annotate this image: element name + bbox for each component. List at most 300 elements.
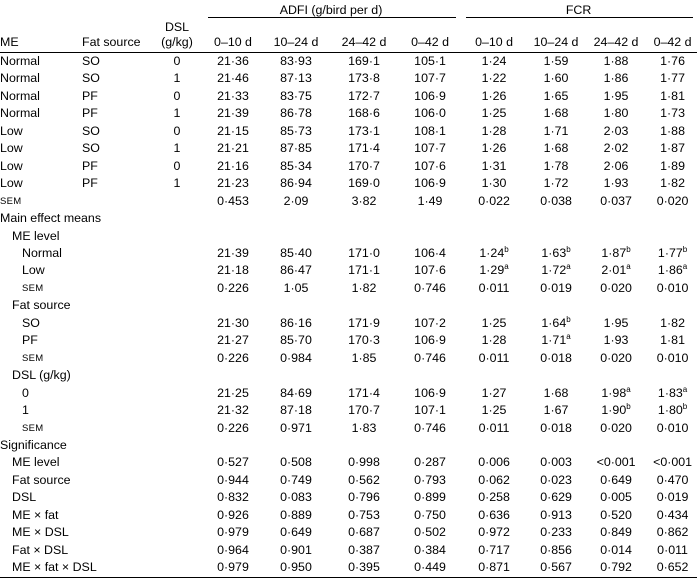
adfi-value: 0·287 [414, 455, 446, 470]
adfi-value: 21·33 [217, 88, 249, 103]
fcr-value [460, 402, 528, 419]
fcr-number: 1·28 [481, 333, 507, 348]
fcr-number: <0·001 [653, 455, 693, 470]
fcr-number: <0·001 [596, 455, 636, 470]
adfi-value: 1·49 [417, 193, 443, 208]
fcr-number: 0·018 [540, 420, 572, 435]
effect-label: Fat source [12, 472, 71, 487]
fcr-value [584, 123, 648, 140]
fcr-value [648, 332, 697, 349]
adfi-period-header: 24–42 d [328, 20, 400, 53]
fcr-value [584, 53, 648, 71]
adfi-value: 21·16 [217, 158, 249, 173]
subgroup-heading-row [0, 297, 697, 314]
fcr-value [460, 140, 528, 157]
fcr-value [528, 315, 584, 332]
adfi-value: 86·78 [280, 106, 312, 121]
adfi-value: 0·746 [414, 420, 446, 435]
table-row [0, 123, 697, 140]
table-row [0, 53, 697, 71]
adfi-value: 21·30 [217, 315, 249, 330]
fcr-number: 2·01 [601, 263, 627, 278]
fat-source-cell: PF [82, 176, 98, 191]
adfi-value: 0·984 [280, 350, 312, 365]
fcr-number: 1·68 [543, 385, 569, 400]
adfi-value: 21·23 [217, 176, 249, 191]
fcr-number: 2·06 [603, 158, 629, 173]
fcr-value [460, 489, 528, 506]
significance-superscript: a [566, 262, 571, 272]
adfi-value: 0·649 [280, 525, 312, 540]
fcr-number: 1·98 [601, 385, 627, 400]
table-row [0, 524, 697, 541]
fcr-number: 1·67 [543, 403, 569, 418]
fcr-value [528, 245, 584, 262]
fcr-number: 0·011 [478, 280, 510, 295]
table-row [0, 315, 697, 332]
fcr-value [648, 105, 697, 122]
adfi-value: 0·226 [217, 280, 249, 295]
adfi-value: 0·944 [217, 472, 249, 487]
adfi-value: 0·226 [217, 420, 249, 435]
fcr-value [648, 542, 697, 559]
adfi-value: 170·7 [348, 158, 380, 173]
fcr-value [584, 332, 648, 349]
fcr-value [584, 350, 648, 367]
adfi-value: 106·4 [414, 245, 446, 260]
section-heading-row [0, 210, 697, 227]
adfi-value: 0·753 [348, 507, 380, 522]
adfi-value: 3·82 [351, 193, 377, 208]
adfi-value: 86·16 [280, 315, 312, 330]
fcr-value [648, 315, 697, 332]
fcr-value [648, 123, 697, 140]
fcr-value [584, 175, 648, 192]
fcr-value [584, 158, 648, 175]
dsl-header-line2: (g/kg) [161, 35, 193, 49]
fcr-number: 1·86 [603, 71, 629, 86]
significance-superscript: b [626, 402, 631, 412]
fcr-number: 0·023 [540, 472, 572, 487]
adfi-value: 171·0 [348, 245, 380, 260]
fcr-number: 1·30 [481, 176, 507, 191]
fcr-value [584, 88, 648, 105]
adfi-value: 0·971 [280, 420, 312, 435]
significance-superscript: a [566, 332, 571, 342]
adfi-value: 1·05 [283, 280, 309, 295]
fcr-number: 1·22 [481, 71, 507, 86]
fcr-value [584, 454, 648, 471]
adfi-value: 0·793 [414, 472, 446, 487]
fcr-value [528, 559, 584, 577]
fcr-number: 0·010 [656, 420, 689, 435]
fat-source-cell: SO [82, 141, 100, 156]
adfi-value: 1·83 [351, 420, 377, 435]
dsl-cell: 0 [173, 123, 181, 138]
fcr-value [648, 489, 697, 506]
fat-source-cell: SO [82, 54, 100, 68]
fcr-number: 0·011 [478, 350, 510, 365]
adfi-value: 86·47 [280, 263, 312, 278]
table-row [0, 454, 697, 471]
adfi-value: 0·453 [217, 193, 249, 208]
table-row [0, 140, 697, 157]
sem-row [0, 280, 697, 297]
fcr-number: 1·80 [603, 106, 629, 121]
adfi-value: 0·998 [348, 455, 380, 470]
adfi-value: 106·9 [414, 385, 446, 400]
fcr-value [648, 350, 697, 367]
adfi-value: 0·926 [217, 507, 249, 522]
fcr-number: 0·019 [656, 490, 689, 505]
fcr-period-header: 0–10 d [460, 20, 528, 53]
fcr-value [648, 524, 697, 541]
fcr-number: 1·93 [603, 176, 629, 191]
header-column-row [0, 20, 697, 53]
fcr-value [528, 489, 584, 506]
adfi-value: 108·1 [414, 123, 446, 138]
fcr-number: 1·59 [543, 54, 569, 68]
adfi-value: 106·9 [414, 176, 446, 191]
fcr-value [460, 70, 528, 87]
fcr-value [648, 385, 697, 402]
fcr-number: 0·011 [478, 420, 510, 435]
fcr-number: 2·03 [603, 123, 629, 138]
fcr-value [584, 507, 648, 524]
fcr-number: 0·258 [478, 490, 510, 505]
fcr-number: 1·72 [543, 176, 569, 191]
adfi-value: 21·21 [217, 141, 249, 156]
fcr-number: 1·87 [660, 141, 685, 156]
fcr-value [460, 559, 528, 577]
fcr-number: 1·72 [541, 263, 567, 278]
significance-superscript: b [504, 244, 509, 254]
dsl-cell: 0 [173, 54, 181, 68]
level-label: 0 [22, 385, 29, 400]
fcr-value [648, 262, 697, 279]
fcr-number: 1·27 [481, 385, 507, 400]
fcr-value [528, 454, 584, 471]
adfi-value: 85·70 [280, 333, 312, 348]
fcr-number: 0·037 [600, 193, 632, 208]
level-label: 1 [22, 403, 29, 418]
fcr-value [460, 350, 528, 367]
adfi-value: 0·964 [217, 542, 249, 557]
fcr-value [460, 524, 528, 541]
adfi-value: 172·7 [348, 88, 380, 103]
fcr-value [528, 53, 584, 71]
table-row [0, 332, 697, 349]
fcr-number: 1·68 [543, 141, 569, 156]
fcr-number: 1·88 [660, 123, 685, 138]
fcr-number: 0·862 [656, 525, 689, 540]
fcr-value [460, 245, 528, 262]
adfi-value: 107·7 [414, 71, 446, 86]
adfi-group-header: ADFI (g/bird per d) [202, 0, 460, 20]
fcr-value [528, 524, 584, 541]
adfi-value: 0·746 [414, 350, 446, 365]
significance-superscript: a [682, 384, 688, 394]
fcr-value [528, 70, 584, 87]
significance-superscript: b [682, 244, 688, 254]
me-cell: Low [0, 176, 23, 191]
adfi-value: 0·384 [414, 542, 446, 557]
adfi-value: 2·09 [283, 193, 309, 208]
adfi-value: 107·7 [414, 141, 446, 156]
fcr-value [584, 140, 648, 157]
fcr-number: 0·972 [478, 525, 510, 540]
fcr-number: 1·87 [601, 245, 627, 260]
fcr-value [528, 262, 584, 279]
adfi-value: 0·950 [264, 559, 328, 577]
fcr-number: 1·28 [481, 123, 507, 138]
fcr-number: 1·88 [603, 54, 629, 68]
adfi-value: 21·27 [217, 333, 249, 348]
fcr-value [528, 193, 584, 210]
adfi-value: 86·94 [280, 176, 312, 191]
adfi-value: 0·502 [414, 525, 446, 540]
fcr-number: 0·567 [540, 560, 572, 575]
fcr-value [648, 175, 697, 192]
subgroup-heading: DSL (g/kg) [12, 368, 71, 383]
fcr-value [584, 280, 648, 297]
adfi-value: 106·0 [414, 106, 446, 121]
effect-label: ME × DSL [12, 525, 69, 540]
fcr-value [528, 420, 584, 437]
adfi-value: 87·85 [280, 141, 312, 156]
fcr-value [584, 385, 648, 402]
significance-superscript: a [504, 262, 509, 272]
adfi-value: 21·36 [217, 54, 249, 68]
fcr-value [528, 140, 584, 157]
dsl-cell: 0 [173, 158, 181, 173]
subgroup-heading-row [0, 367, 697, 384]
fcr-value [460, 88, 528, 105]
dsl-cell: 1 [173, 176, 181, 191]
adfi-value: 171·1 [348, 263, 380, 278]
dsl-cell: 1 [173, 141, 181, 156]
fcr-number: 0·022 [478, 193, 510, 208]
sem-row [0, 420, 697, 437]
level-label: Low [22, 263, 45, 278]
table-row [0, 542, 697, 559]
adfi-value: 0·901 [280, 542, 312, 557]
fcr-number: 0·038 [540, 193, 572, 208]
fcr-value [528, 280, 584, 297]
fcr-group-header: FCR [460, 0, 697, 20]
significance-superscript: b [626, 244, 631, 254]
adfi-value: 0·387 [348, 542, 380, 557]
me-cell: Low [0, 141, 23, 156]
adfi-value: 0·083 [280, 490, 312, 505]
adfi-value: 0·226 [217, 350, 249, 365]
subgroup-heading: Fat source [12, 298, 71, 313]
subgroup-heading-row [0, 228, 697, 245]
adfi-value: 21·25 [217, 385, 249, 400]
fcr-number: 0·629 [540, 490, 572, 505]
fcr-value [460, 454, 528, 471]
fcr-number: 0·792 [600, 560, 632, 575]
fcr-number: 1·24 [481, 54, 507, 68]
fcr-number: 1·82 [660, 176, 685, 191]
fcr-value [648, 158, 697, 175]
fcr-number: 0·849 [600, 525, 632, 540]
fcr-number: 1·24 [479, 245, 505, 260]
fcr-number: 1·80 [657, 403, 683, 418]
fcr-value [648, 53, 697, 71]
adfi-value: 171·4 [348, 141, 380, 156]
fcr-number: 1·71 [541, 333, 567, 348]
me-cell: Normal [0, 71, 40, 86]
significance-superscript: b [682, 402, 688, 412]
fcr-number: 0·006 [478, 455, 510, 470]
fcr-number: 1·31 [481, 158, 507, 173]
significance-superscript: a [626, 262, 631, 272]
fcr-number: 1·86 [657, 263, 683, 278]
adfi-value: 83·75 [280, 88, 312, 103]
adfi-value: 0·979 [217, 525, 249, 540]
adfi-value: 0·449 [400, 559, 460, 577]
table-row [0, 262, 697, 279]
significance-superscript: b [566, 244, 571, 254]
me-cell: Low [0, 158, 23, 173]
fcr-number: 0·649 [600, 472, 632, 487]
sem-label: SEM [22, 422, 44, 434]
fcr-number: 1·82 [660, 315, 685, 330]
me-cell: Normal [0, 106, 40, 121]
adfi-value: 107·1 [414, 403, 446, 418]
fcr-number: 0·717 [478, 542, 510, 557]
adfi-value: 21·15 [217, 123, 249, 138]
fcr-number: 1·65 [543, 88, 569, 103]
fcr-value [584, 245, 648, 262]
effect-label: ME level [12, 455, 60, 470]
significance-superscript: a [626, 384, 631, 394]
fcr-value [648, 245, 697, 262]
dsl-header-line1: DSL [164, 20, 190, 34]
adfi-value: 170·3 [348, 333, 380, 348]
adfi-period-header: 0–10 d [202, 20, 264, 53]
fcr-number: 2·02 [603, 141, 629, 156]
fcr-number: 0·014 [600, 542, 632, 557]
adfi-value: 0·562 [348, 472, 380, 487]
adfi-value: 173·8 [348, 71, 380, 86]
fcr-value [584, 70, 648, 87]
adfi-value: 0·750 [414, 507, 446, 522]
fcr-number: 1·71 [543, 123, 569, 138]
fcr-value [648, 402, 697, 419]
fcr-value [528, 385, 584, 402]
adfi-value: 83·93 [280, 54, 312, 68]
fcr-number: 1·81 [660, 333, 685, 348]
fat-source-cell: SO [82, 71, 100, 86]
adfi-value: 106·9 [414, 88, 446, 103]
fcr-number: 1·77 [657, 245, 683, 260]
fcr-number: 1·77 [660, 71, 685, 86]
fcr-number: 1·81 [660, 88, 685, 103]
fcr-number: 1·89 [660, 158, 685, 173]
table-row [0, 70, 697, 87]
fcr-value [460, 105, 528, 122]
fcr-value [648, 70, 697, 87]
adfi-value: 0·796 [348, 490, 380, 505]
effect-label: ME × fat × DSL [0, 559, 202, 577]
adfi-value: 0·832 [217, 490, 249, 505]
fcr-number: 1·68 [543, 106, 569, 121]
fcr-value [460, 158, 528, 175]
sem-label: SEM [22, 352, 44, 364]
me-column-header: ME [0, 20, 82, 53]
fcr-value [648, 472, 697, 489]
fcr-value [528, 402, 584, 419]
dsl-column-header [152, 20, 202, 53]
adfi-value: 173·1 [348, 123, 380, 138]
fcr-number: 0·856 [540, 542, 572, 557]
me-cell: Normal [0, 54, 40, 68]
adfi-value: 105·1 [414, 54, 446, 68]
fcr-number: 1·25 [481, 315, 507, 330]
adfi-value: 168·6 [348, 106, 380, 121]
fcr-period-header: 0–42 d [648, 20, 697, 53]
table-row [0, 472, 697, 489]
main-effects-heading: Main effect means [0, 211, 102, 226]
fcr-number: 0·062 [478, 472, 510, 487]
fcr-value [584, 542, 648, 559]
fcr-value [584, 105, 648, 122]
fcr-period-header: 10–24 d [528, 20, 584, 53]
fcr-number: 1·26 [481, 141, 507, 156]
fcr-value [528, 542, 584, 559]
adfi-value: 85·34 [280, 158, 312, 173]
section-heading-row [0, 437, 697, 454]
fcr-number: 0·010 [656, 350, 689, 365]
fcr-value [528, 507, 584, 524]
fat-source-column-header: Fat source [82, 20, 152, 53]
fat-source-cell: SO [82, 123, 100, 138]
fcr-value [528, 158, 584, 175]
fcr-value [648, 454, 697, 471]
fcr-number: 1·63 [541, 245, 567, 260]
fcr-value [584, 193, 648, 210]
fcr-value [648, 140, 697, 157]
adfi-value: 107·6 [414, 263, 446, 278]
fcr-value [584, 472, 648, 489]
adfi-value: 170·7 [348, 403, 380, 418]
fcr-value [528, 472, 584, 489]
adfi-value: 0·899 [414, 490, 446, 505]
subgroup-heading: ME level [12, 228, 60, 243]
fcr-value [584, 524, 648, 541]
adfi-value: 107·6 [414, 158, 446, 173]
fcr-value [460, 53, 528, 71]
table-row [0, 385, 697, 402]
fcr-value [460, 507, 528, 524]
fcr-number: 0·020 [600, 280, 632, 295]
adfi-value: 21·32 [217, 403, 249, 418]
fcr-value [528, 332, 584, 349]
fcr-value [584, 559, 648, 577]
fcr-number: 0·636 [478, 507, 510, 522]
table-row [0, 105, 697, 122]
fat-source-cell: PF [82, 158, 98, 173]
fcr-number: 1·78 [543, 158, 569, 173]
adfi-value: 0·687 [348, 525, 380, 540]
fcr-number: 1·93 [603, 333, 629, 348]
significance-superscript: b [566, 314, 571, 324]
dsl-cell: 1 [173, 71, 181, 86]
fat-source-cell: PF [82, 88, 98, 103]
table-row [0, 175, 697, 192]
